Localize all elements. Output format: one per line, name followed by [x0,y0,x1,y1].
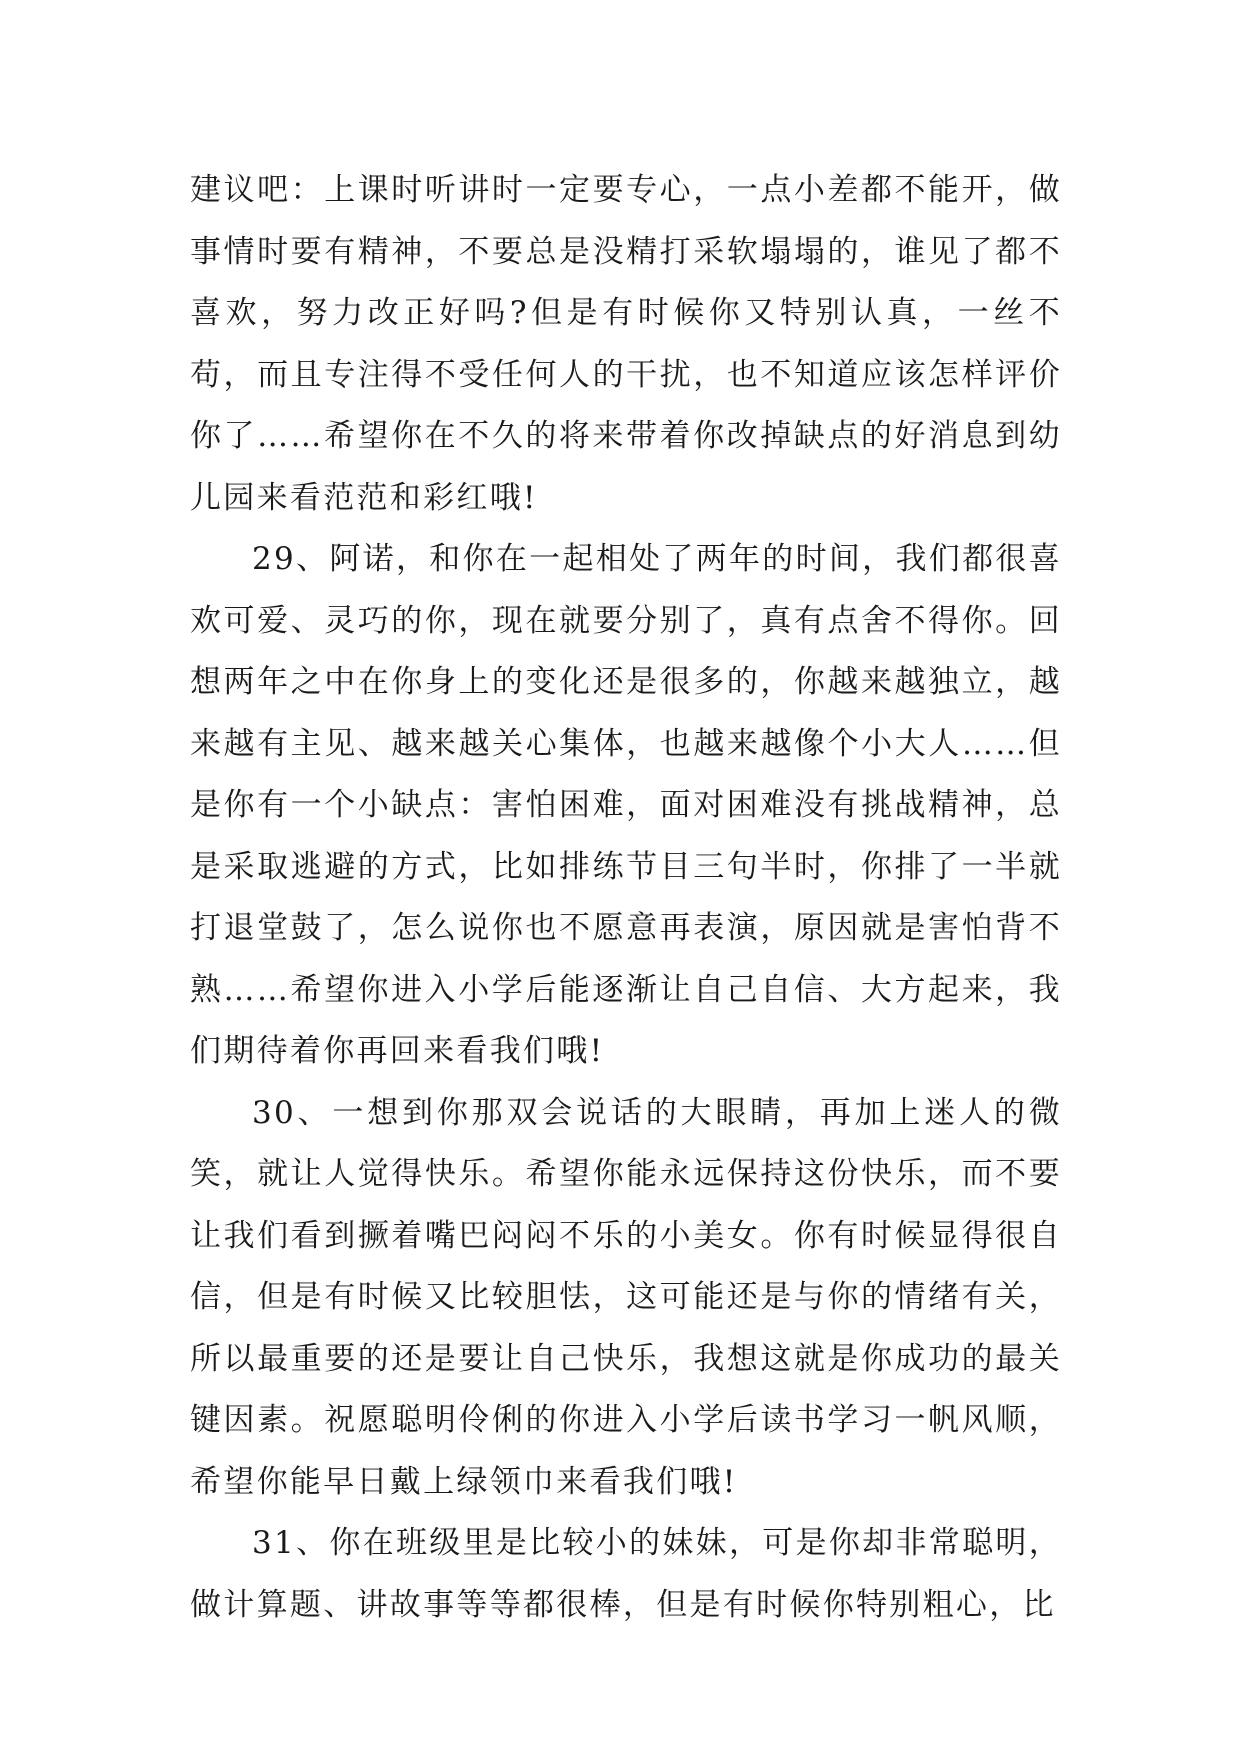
paragraph-31: 31、你在班级里是比较小的妹妹，可是你却非常聪明，做计算题、讲故事等等都很棒，但是有时候你特别粗心，比 [190,1525,1062,1623]
document-body [190,160,1062,1636]
paragraph-30: 30、一想到你那双会说话的大眼睛，再加上迷人的微笑，就让人觉得快乐。希望你能永远保持这份快乐，而不要让我们看到撅着嘴巴闷闷不乐的小美女。你有时候显得很自信，但是有时候又比较胆怯，这可能还是与你的情绪有关，所以最重要的还是要让自己快乐，我想这就是你成功的最关键因素。祝愿聪明伶俐的你进入小学后读书学习一帆风顺，希望你能早日戴上绿领巾来看我们哦! [190,1094,1062,1500]
paragraph-29: 29、阿诺，和你在一起相处了两年的时间，我们都很喜欢可爱、灵巧的你，现在就要分别了，真有点舍不得你。回想两年之中在你身上的变化还是很多的，你越来越独立，越来越有主见、越来越关心集体，也越来越像个小大人……但是你有一个小缺点：害怕困难，面对困难没有挑战精神，总是采取逃避的方式，比如排练节目三句半时，你排了一半就打退堂鼓了，怎么说你也不愿意再表演，原因就是害怕背不熟……希望你进入小学后能逐渐让自己自信、大方起来，我们期待着你再回来看我们哦! [190,541,1062,1069]
paragraph-advice-continuation: 建议吧：上课时听讲时一定要专心，一点小差都不能开，做事情时要有精神，不要总是没精打采软塌塌的，谁见了都不喜欢，努力改正好吗?但是有时候你又特别认真，一丝不苟，而且专注得不受任何人的干扰，也不知道应该怎样评价你了……希望你在不久的将来带着你改掉缺点的好消息到幼儿园来看范范和彩红哦! [190,172,1062,516]
